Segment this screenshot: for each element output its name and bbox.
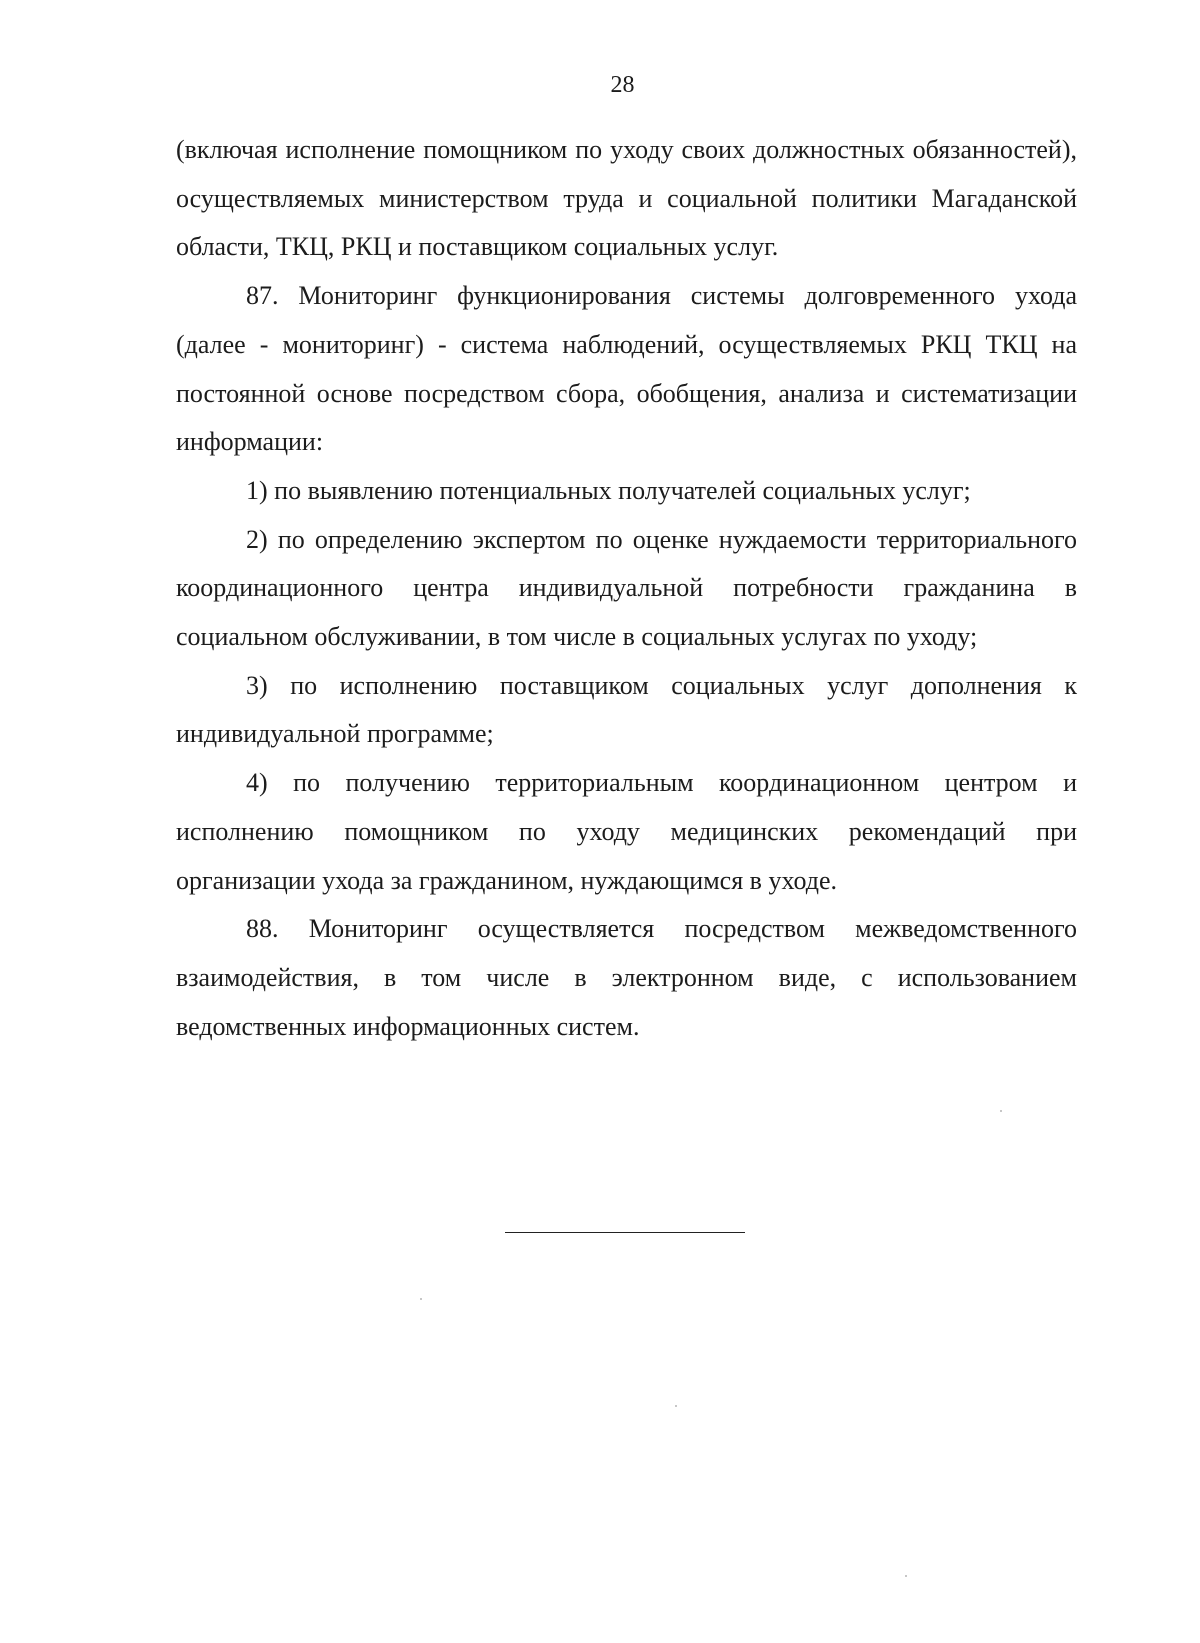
scan-speck (905, 1575, 907, 1577)
list-item-2: 2) по определению экспертом по оценке нуждаемости территориального координационного центра индивидуальной потребности гражданина в социальном обслуживании, в том числе в социальных услугах по уходу; (176, 524, 1077, 652)
list-item-3: 3) по исполнению поставщиком социальных услуг дополнения к индивидуальной программе; (176, 670, 1077, 749)
list-item-4: 4) по получению территориальным координационном центром и исполнению помощником по уходу медицинских рекомендаций при организации ухода за гражданином, нуждающимся в уходе. (176, 768, 1077, 895)
list-item-1: 1) по выявлению потенциальных получателей социальных услуг; (246, 475, 971, 505)
end-of-document-rule (505, 1232, 745, 1233)
scan-speck (420, 1298, 422, 1300)
scan-speck (675, 1405, 677, 1407)
paragraph-88: 88. Мониторинг осуществляется посредством межведомственного взаимодействия, в том числе в электронном виде, с использованием ведомственных информационных систем. (176, 914, 1077, 1041)
page-number: 28 (610, 72, 635, 98)
scan-speck (1000, 1110, 1002, 1112)
document-body (176, 126, 1077, 1051)
paragraph-87: 87. Мониторинг функционирования системы долговременного ухода (далее - мониторинг) - система наблюдений, осуществляемых РКЦ ТКЦ на постоянной основе посредством сбора, обобщения, анализа и систематизации информации: (176, 281, 1077, 457)
paragraph-continuation: (включая исполнение помощником по уходу своих должностных обязанностей), осуществляемых министерством труда и социальной политики Магаданской области, ТКЦ, РКЦ и поставщиком социальных услуг. (176, 135, 1077, 262)
